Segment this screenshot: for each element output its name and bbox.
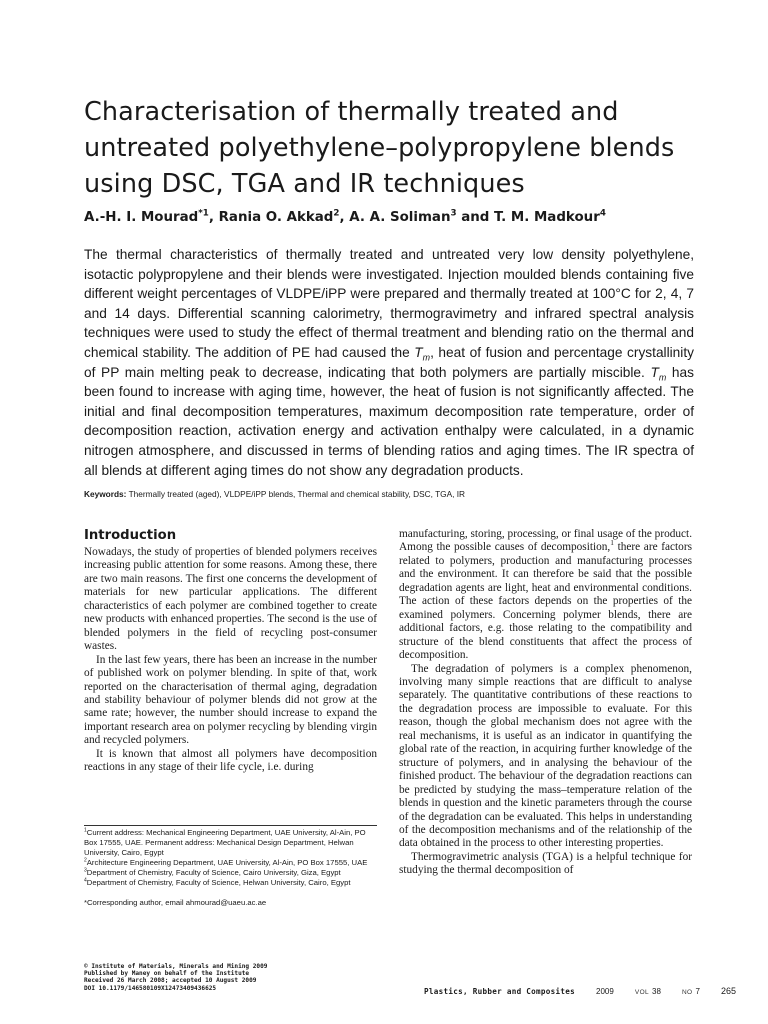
footnote-mark: 1 [84, 827, 87, 834]
body-paragraph: Nowadays, the study of properties of blended polymers receives increasing public attention for some reasons. Among these, there are two main reasons. The first one concerns the development of materials for new particular applications. The different characteristics of each polymer are combined together to create new products with enhanced properties. The second is the use of blended polymers in the field of recycling post-consumer wastes. [84, 546, 377, 653]
keywords [84, 488, 694, 500]
abstract-text: The thermal characteristics of thermally treated and untreated very low density polyethylene, isotactic polypropylene and their blends were investigated. Injection moulded blends containing five different weight percentages of VLDPE/iPP were prepared and thermally treated at 100°C for 2, 4, 7 and 14 days. Differential scanning calorimetry, thermogravimetry and infrared spectral analysis techniques were used to study the effect of thermal treatment and blending ratio on the thermal and chemical stability. The addition of PE had caused the [84, 247, 694, 360]
author-name: Rania O. Akkad [218, 210, 334, 225]
affiliation-mark: *1 [198, 208, 209, 219]
body-text: manufacturing, storing, processing, or final usage of the product. Among the possible causes of decomposition, [399, 528, 693, 554]
journal-name: Plastics, Rubber and Composites [424, 987, 576, 996]
tm-symbol-main: T [414, 344, 423, 360]
page-number: 265 [720, 986, 736, 996]
footnote-mark: 3 [84, 867, 87, 874]
affiliation-mark: 3 [450, 208, 457, 219]
section-heading-introduction: Introduction [84, 528, 177, 543]
footnote-text: Department of Chemistry, Faculty of Science, Helwan University, Cairo, Egypt [86, 878, 351, 887]
author-separator: and [456, 210, 495, 225]
received-line: Received 26 March 2008; accepted 10 August 2009 [84, 977, 257, 985]
body-paragraph: In the last few years, there has been an increase in the number of published work on polymer blending. In spite of that, work reported on the characterisation of thermal aging, degradation and stability behaviour of polymer blends did not grow at the same rate; however, the number should increase to expand the important research area on polymer recycling by blending virgin and recycled polymers. [84, 653, 377, 747]
doi-line: DOI 10.1179/146580109X12473409436625 [84, 984, 217, 992]
affiliation-mark: 2 [333, 208, 340, 219]
body-text: there are factors related to polymers, production and manufacturing processes and the environment. It can therefore be said that the possible degradation agents are light, heat and environmental conditions. The action of these factors depends on the properties of the examined polymers. Concerning polymer blends, there are additional factors, e.g. those relating to the compatibility and structure of the blend constituents that affect the process of decomposition. [399, 541, 692, 662]
body-paragraph: Thermogravimetric analysis (TGA) is a helpful technique for studying the thermal decomposition of [399, 850, 692, 877]
issue-label: NO [681, 989, 693, 996]
author-list [84, 206, 724, 230]
footnote-mark: 2 [84, 857, 87, 864]
footnote-mark: 4 [84, 877, 87, 884]
paper-title: Characterisation of thermally treated and untreated polyethylene–polypropylene blends using DSC, TGA and IR techniques [84, 97, 675, 199]
tm-symbol-main: T [650, 364, 659, 380]
author-name: A. A. Soliman [349, 210, 451, 225]
journal-year: 2009 [596, 987, 614, 996]
footnote-divider [84, 825, 377, 826]
tm-symbol [650, 364, 667, 383]
footnote-text: Department of Chemistry, Faculty of Science, Cairo University, Giza, Egypt [86, 868, 341, 877]
author-separator: , [339, 210, 350, 225]
footnote [84, 828, 377, 858]
citation-mark: 1 [610, 538, 614, 548]
body-paragraph [399, 528, 692, 663]
keywords-text: Thermally treated (aged), VLDPE/iPP blends, Thermal and chemical stability, DSC, TGA, IR [126, 489, 466, 499]
journal-footer [424, 985, 736, 999]
footnote-text: Architecture Engineering Department, UAE University, Al-Ain, PO Box 17555, UAE [86, 858, 368, 867]
body-paragraph: It is known that almost all polymers have decomposition reactions in any stage of their life cycle, i.e. during [84, 747, 377, 774]
publisher-line: Published by Maney on behalf of the Institute [84, 970, 250, 978]
publisher-info [84, 963, 384, 992]
footnotes [84, 828, 377, 908]
volume-label: VOL [634, 989, 650, 996]
right-column [399, 528, 692, 878]
author-name: A.-H. I. Mourad [84, 210, 199, 225]
footnote-text: Current address: Mechanical Engineering Department, UAE University, Al-Ain, PO Box 17555, UAE. Permanent address: Mechanical Design Department, Helwan University, Cairo, Egypt [84, 828, 366, 857]
journal-volume [635, 986, 661, 999]
tm-symbol-sub: m [658, 372, 667, 383]
left-column [84, 546, 377, 775]
abstract [84, 245, 694, 480]
footnote [84, 858, 377, 868]
keywords-label: Keywords: [84, 489, 127, 499]
copyright-line: © Institute of Materials, Minerals and Mining 2009 [84, 963, 268, 970]
body-paragraph: The degradation of polymers is a complex phenomenon, involving many simple reactions that are difficult to analyse separately. The quantitative contributions of these reactions to the degradation process are impossible to evaluate. For this reason, though the global mechanism does not agree with the real mechanisms, it is useful as an indicator in quantifying the global rate of the reaction, in acquiring further knowledge of the structure of polymers, and in analysing the behaviour of the finished product. The behaviour of the degradation reactions can be predicted by studying the mass–temperature relation of the blends in question and the kinetic parameters through the course of the degradation can be evaluated. This helps in understanding of the decomposition mechanisms and of the relationship of the data obtained in the process to other interesting properties. [399, 662, 692, 850]
footnote [84, 868, 377, 878]
footnote [84, 878, 377, 888]
affiliation-mark: 4 [599, 208, 606, 219]
journal-issue [682, 986, 700, 999]
tm-symbol-sub: m [422, 352, 431, 363]
author-name: T. M. Madkour [494, 210, 600, 225]
issue-number: 7 [695, 987, 700, 996]
abstract-text: , heat of fusion and percentage crystallinity of PP main melting peak to decrease, indicating that both polymers are partially miscible. [84, 344, 694, 380]
author-separator: , [208, 210, 219, 225]
corresponding-author: *Corresponding author, email ahmourad@uaeu.ac.ae [84, 898, 267, 907]
abstract-text: has been found to increase with aging time, however, the heat of fusion is not significantly affected. The initial and final decomposition temperatures, maximum decomposition rate temperature, order of decomposition reaction, activation energy and activation enthalpy were calculated, in a dynamic nitrogen atmosphere, and discussed in terms of blending ratios and aging times. The IR spectra of all blends at different aging times do not show any degradation products. [84, 364, 694, 478]
tm-symbol [414, 344, 431, 363]
volume-number: 38 [652, 987, 661, 996]
